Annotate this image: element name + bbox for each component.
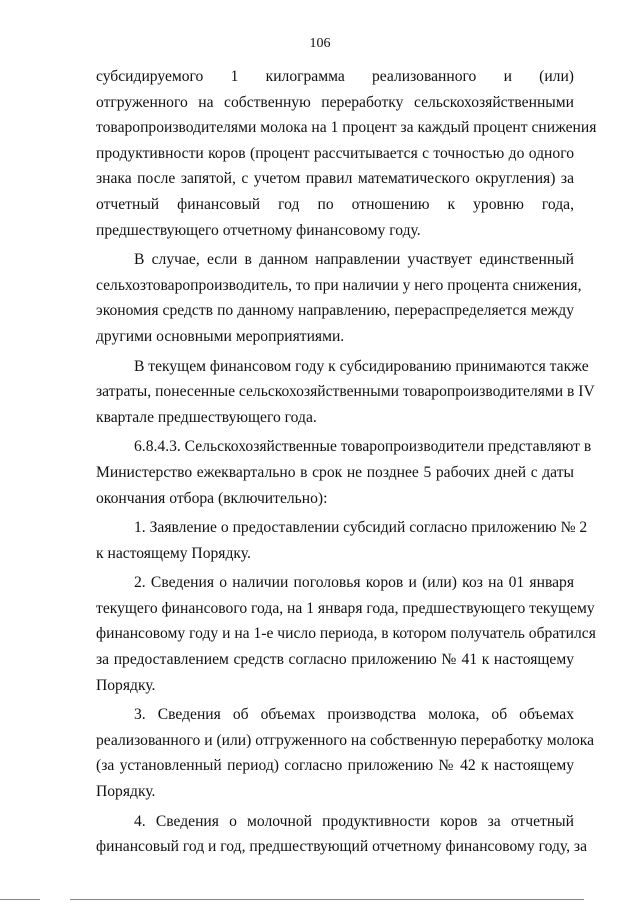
text-line: реализованного и (или) отгруженного на собственную переработку молока: [96, 731, 595, 749]
text-line: предшествующего отчетному финансовому году.: [96, 221, 421, 239]
text-line: Министерство ежеквартально в срок не позднее 5 рабочих дней с даты: [96, 463, 574, 481]
text-line: финансовому году и на 1-е число периода, в котором получатель обратился: [96, 625, 596, 643]
text-line: затраты, понесенные сельскохозяйственными товаропроизводителями в IV: [96, 383, 595, 401]
text-line: 1. Заявление о предоставлении субсидий согласно приложению № 2: [134, 519, 588, 537]
text-line: к настоящему Порядку.: [96, 544, 251, 562]
paragraph: [96, 570, 596, 698]
text-line: Порядку.: [96, 676, 156, 694]
text-line: квартале предшествующего года.: [96, 408, 317, 426]
paragraph: [96, 515, 588, 566]
paragraph: [96, 702, 595, 804]
text-line: 2. Сведения о наличии поголовья коров и (или) коз на 01 января: [134, 574, 574, 592]
text-line: Порядку.: [96, 783, 156, 801]
text-line: отчетный финансовый год по отношению к уровню года,: [96, 195, 574, 213]
text-line: продуктивности коров (процент рассчитывается с точностью до одного: [96, 144, 574, 162]
paragraph: [96, 434, 592, 511]
text-line: товаропроизводителями молока на 1 процент за каждый процент снижения: [96, 119, 597, 137]
text-line: текущего финансового года, на 1 января года, предшествующего текущему: [96, 599, 595, 617]
text-line: за предоставлением средств согласно приложению № 41 к настоящему: [96, 651, 574, 669]
text-line: финансовый год и год, предшествующий отчетному финансовому году, за: [96, 838, 587, 856]
text-line: знака после запятой, с учетом правил математического округления) за: [96, 170, 574, 188]
text-line: отгруженного на собственную переработку сельскохозяйственными: [96, 93, 574, 111]
scan-edge-line: [0, 899, 40, 900]
page-number: 106: [309, 36, 331, 51]
text-line: сельхозтоваропроизводитель, то при наличии у него процента снижения,: [96, 276, 582, 294]
text-line: В случае, если в данном направлении участвует единственный: [134, 251, 574, 269]
paragraph: [96, 64, 597, 243]
paragraph: [96, 247, 582, 349]
text-line: другими основными мероприятиями.: [96, 327, 345, 345]
text-line: 4. Сведения о молочной продуктивности коров за отчетный: [134, 812, 574, 830]
text-line: 3. Сведения об объемах производства молока, об объемах: [134, 706, 574, 724]
text-line: окончания отбора (включительно):: [96, 489, 328, 507]
text-line: (за установленный период) согласно приложению № 42 к настоящему: [96, 757, 574, 775]
text-line: 6.8.4.3. Сельскохозяйственные товаропроизводители представляют в: [134, 438, 592, 456]
text-line: экономия средств по данному направлению, перераспределяется между: [96, 302, 574, 320]
paragraph: [96, 354, 595, 431]
text-line: субсидируемого 1 килограмма реализованного и (или): [96, 68, 574, 85]
text-line: В текущем финансовом году к субсидированию принимаются также: [134, 357, 589, 375]
scan-edge-line: [70, 899, 584, 900]
paragraph: [96, 809, 587, 860]
document-body: [96, 64, 597, 860]
